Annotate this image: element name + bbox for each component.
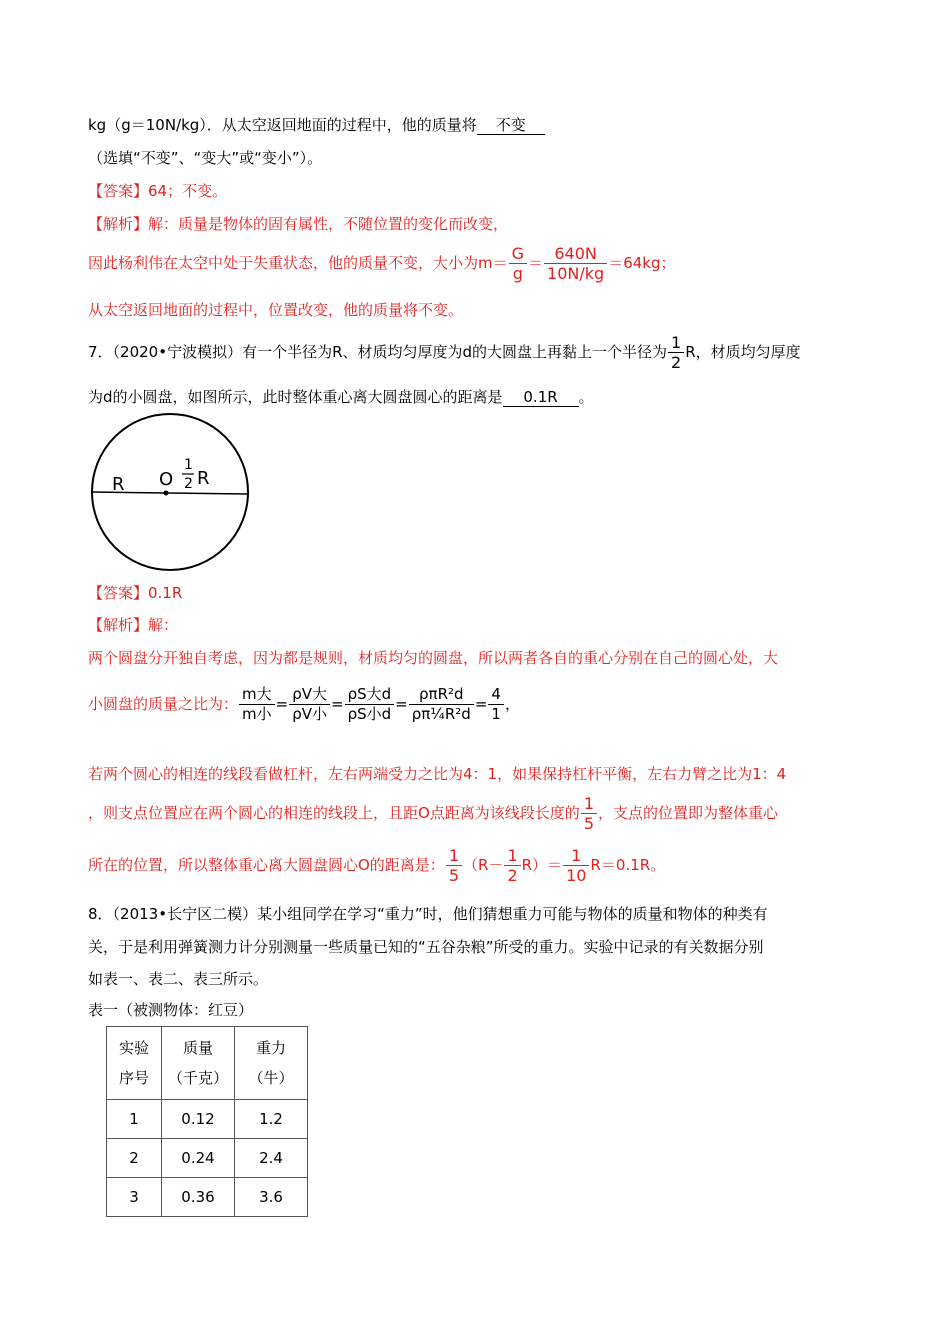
result-mid-2: R）＝ xyxy=(521,856,563,874)
frac-den: 10N/kg xyxy=(547,264,605,283)
frac-den: ρπ¼R²d xyxy=(411,705,471,723)
p7-question-text: 7．（2020•宁波模拟）有一个半径为R、材质均匀厚度为d的大圆盘上再黏上一个半径为 xyxy=(88,343,668,361)
table-row xyxy=(107,1178,308,1217)
p8-question-line2: 关，于是利用弹簧测力计分别测量一些质量已知的“五谷杂粮”所受的重力。实验中记录的有关数据分别 xyxy=(88,938,764,956)
p6-analysis-2 xyxy=(88,244,675,283)
p6-analysis-text: 解：质量是物体的固有属性，不随位置的变化而改变， xyxy=(148,215,509,233)
ratio-fraction-5 xyxy=(488,685,504,724)
p7-analysis-4-text: ，则支点位置应在两个圆心的相连的线段上，且距O点距离为该线段长度的 xyxy=(88,804,580,822)
frac-den: m小 xyxy=(242,705,272,723)
p6-analysis-1 xyxy=(88,213,508,234)
result-end: R＝0.1R。 xyxy=(590,856,666,874)
ratio-fraction-3 xyxy=(345,685,395,724)
frac-num: 1 xyxy=(581,794,597,814)
p7-analysis-text: 解： xyxy=(148,616,179,634)
table-cell: 0.12 xyxy=(162,1100,235,1139)
header-cell xyxy=(107,1027,162,1100)
p7-question-end: 。 xyxy=(578,388,594,406)
p6-analysis-3: 从太空返回地面的过程中，位置改变，他的质量将不变。 xyxy=(88,301,464,319)
frac-den: 2 xyxy=(507,866,518,885)
fraction-640-over-10 xyxy=(544,244,607,283)
table-cell: 3 xyxy=(107,1178,162,1217)
header-cell xyxy=(235,1027,308,1100)
equals: = xyxy=(275,695,289,713)
table-cell: 2.4 xyxy=(235,1139,308,1178)
frac-den: ρS小d xyxy=(347,705,392,723)
p7-analysis-4 xyxy=(88,794,778,833)
fig-half-den: 2 xyxy=(184,476,193,492)
p7-analysis-0 xyxy=(88,614,178,635)
data-table xyxy=(106,1026,308,1217)
table-cell: 3.6 xyxy=(235,1178,308,1217)
analysis-tag: 【解析】 xyxy=(88,616,149,634)
equals: = xyxy=(474,695,488,713)
equals: ＝ xyxy=(528,254,544,272)
header-cell xyxy=(162,1027,235,1100)
table-row xyxy=(107,1100,308,1139)
frac-den: ρV小 xyxy=(292,705,328,723)
table-caption: 表一（被测物体：红豆） xyxy=(88,1001,254,1019)
fig-half-num: 1 xyxy=(184,457,193,473)
center-point xyxy=(164,491,169,496)
p7-question-line1 xyxy=(88,333,801,372)
fraction-G-over-g xyxy=(509,244,527,283)
frac-num: 1 xyxy=(563,846,589,866)
fraction-one-fifth xyxy=(581,794,597,833)
frac-num: ρπR²d xyxy=(409,685,474,705)
p6-line1-text: kg（g＝10N/kg）．从太空返回地面的过程中，他的质量将 xyxy=(88,116,477,134)
table-cell: 0.36 xyxy=(162,1178,235,1217)
p7-question-text-2: 为d的小圆盘，如图所示，此时整体重心离大圆盘圆心的距离是 xyxy=(88,388,503,406)
analysis-tag: 【解析】 xyxy=(88,215,149,233)
frac-den: g xyxy=(512,264,523,283)
p8-question-line1: 8．（2013•长宁区二模）某小组同学在学习“重力”时，他们猜想重力可能与物体的质量和物体的种类有 xyxy=(88,905,768,923)
frac-den: 10 xyxy=(566,866,587,885)
frac-num: G xyxy=(509,244,527,264)
frac-num: 1 xyxy=(446,846,462,866)
fig-label-O: O xyxy=(159,469,174,490)
equals: = xyxy=(395,695,408,713)
fraction-one-half xyxy=(668,333,684,372)
p7-answer-blank: 0.1R xyxy=(503,388,579,407)
frac-den: 2 xyxy=(671,353,682,372)
table-cell: 0.24 xyxy=(162,1139,235,1178)
equals: = xyxy=(331,695,344,713)
frac-den: 5 xyxy=(583,814,594,833)
p7-answer: 【答案】0.1R xyxy=(88,584,183,602)
p8-question-line3: 如表一、表二、表三所示。 xyxy=(88,970,269,988)
frac-den: 1 xyxy=(491,705,501,723)
frac-num: 1 xyxy=(668,333,684,353)
p7-analysis-3: 若两个圆心的相连的线段看做杠杆，左右两端受力之比为4：1，如果保持杠杆平衡，左右力臂之比为1：4 xyxy=(88,765,787,783)
comma: ， xyxy=(504,695,520,713)
circle-figure xyxy=(86,412,252,572)
result-fraction-3 xyxy=(563,846,589,885)
header-top: 重力 xyxy=(255,1039,286,1057)
frac-num: m大 xyxy=(239,685,275,705)
ratio-fraction-4 xyxy=(409,685,474,724)
p7-analysis-2-text: 小圆盘的质量之比为： xyxy=(88,695,239,713)
p6-line2: （选填“不变”、“变大”或“变小”）。 xyxy=(88,149,323,167)
ratio-fraction-1 xyxy=(239,685,275,724)
p7-analysis-4-suffix: ，支点的位置即为整体重心 xyxy=(598,804,779,822)
frac-num: 1 xyxy=(504,846,520,866)
result-fraction-1 xyxy=(446,846,462,885)
p6-line1 xyxy=(88,114,545,135)
p6-analysis-2-text: 因此杨利伟在太空中处于失重状态，他的质量不变，大小为m＝ xyxy=(88,254,508,272)
p6-answer: 【答案】64；不变。 xyxy=(88,182,228,200)
result-fraction-2 xyxy=(504,846,520,885)
result-mid-1: （R－ xyxy=(463,856,504,874)
table-header-row xyxy=(107,1027,308,1100)
table-cell: 1.2 xyxy=(235,1100,308,1139)
table-cell: 1 xyxy=(107,1100,162,1139)
p7-analysis-1: 两个圆盘分开独自考虑，因为都是规则，材质均匀的圆盘，所以两者各自的重心分别在自己的圆心处，大 xyxy=(88,649,779,667)
fig-label-R: R xyxy=(112,474,125,495)
p7-analysis-5-text: 所在的位置，所以整体重心离大圆盘圆心O的距离是： xyxy=(88,856,445,874)
frac-den: 5 xyxy=(448,866,459,885)
frac-num: 4 xyxy=(488,685,504,705)
header-top: 实验 xyxy=(118,1039,149,1057)
table-row xyxy=(107,1139,308,1178)
frac-num: ρV大 xyxy=(289,685,330,705)
header-bottom: 序号 xyxy=(118,1069,149,1087)
table-cell: 2 xyxy=(107,1139,162,1178)
header-bottom: （牛） xyxy=(248,1069,294,1087)
p7-analysis-5 xyxy=(88,846,665,885)
frac-num: 640N xyxy=(544,244,607,264)
p6-result: ＝64kg； xyxy=(608,254,676,272)
fig-label-R2: R xyxy=(197,468,210,489)
frac-num: ρS大d xyxy=(345,685,395,705)
p7-analysis-2 xyxy=(88,685,520,724)
header-bottom: （千克） xyxy=(167,1069,228,1087)
p6-answer-blank: 不变 xyxy=(477,116,545,135)
ratio-fraction-2 xyxy=(289,685,330,724)
header-top: 质量 xyxy=(182,1039,213,1057)
p7-question-line2 xyxy=(88,386,594,407)
p7-question-suffix: R，材质均匀厚度 xyxy=(685,343,801,361)
